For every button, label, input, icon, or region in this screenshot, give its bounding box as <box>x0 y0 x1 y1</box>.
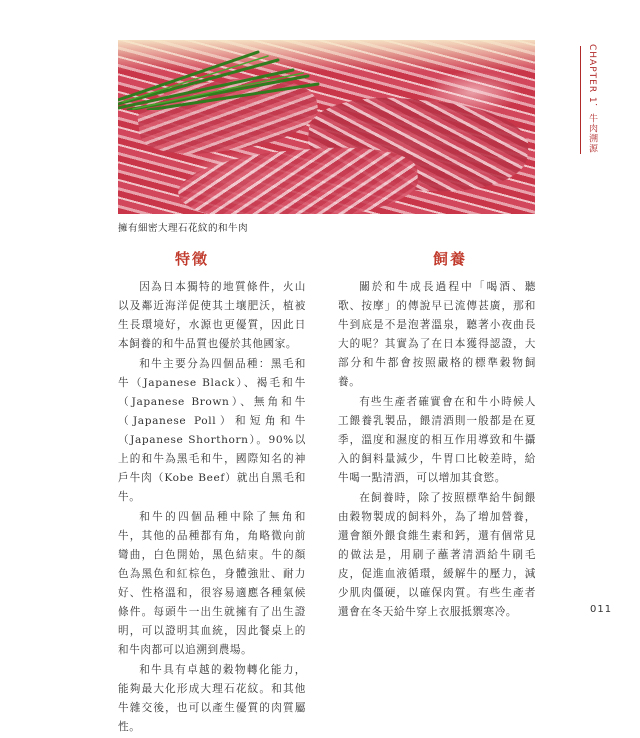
features-column <box>118 278 306 738</box>
page-number: 011 <box>590 604 613 615</box>
paragraph: 在飼養時，除了按照標準給牛飼餵由穀物製成的飼料外，為了增加營養，還會額外餵食維生素和鈣，還有個常見的做法是，用刷子蘸著清酒給牛刷毛皮，促進血液循環，緩解牛的壓力，減少肌肉僵硬，以確保肉質。有些生產者還會在冬天給牛穿上衣服抵禦寒冷。 <box>338 492 536 618</box>
wagyu-beef-photo <box>118 40 535 214</box>
feeding-column <box>338 278 536 623</box>
section-heading-features: 特徵 <box>175 250 210 268</box>
chapter-divider <box>580 46 581 154</box>
section-heading-feeding: 飼養 <box>433 250 468 268</box>
paragraph: 和牛主要分為四個品種：黑毛和牛（Japanese Black）、褐毛和牛（Japanese Brown）、無角和牛（Japanese Poll）和短角和牛（Japanese Shorthorn）。90%以上的和牛為黑毛和牛，國際知名的神戶牛肉（Kobe Beef）就出自黑毛和牛。 <box>118 358 306 503</box>
paragraph: 因為日本獨特的地質條件，火山以及鄰近海洋促使其土壤肥沃，植被生長環境好，水源也更優質，因此日本飼養的和牛品質也優於其他國家。 <box>118 281 306 350</box>
paragraph: 和牛的四個品種中除了無角和牛，其他的品種都有角，角略微向前彎曲，白色開始，黑色結束。牛的顏色為黑色和紅棕色，身體強壯、耐力好、性格溫和，很容易適應各種氣候條件。每頭牛一出生就擁有了出生證明，可以證明其血統，因此餐桌上的和牛肉都可以追溯到農場。 <box>118 511 306 656</box>
photo-caption: 擁有細密大理石花紋的和牛肉 <box>118 223 249 234</box>
chapter-side-tab: CHAPTER 1．牛肉溯源 <box>587 44 597 154</box>
green-leaf-garnish-icon <box>118 40 328 110</box>
paragraph: 關於和牛成長過程中「喝酒、聽歌、按摩」的傳說早已流傳甚廣，那和牛到底是不是泡著溫泉，聽著小夜曲長大的呢？其實為了在日本獲得認證，大部分和牛都會按照嚴格的標準穀物飼養。 <box>338 281 536 388</box>
paragraph: 有些生產者確實會在和牛小時候人工餵養乳製品，餵清酒則一般都是在夏季，溫度和濕度的相互作用導致和牛攝入的飼料量減少，牛胃口比較差時，給牛喝一點清酒，可以增加其食慾。 <box>338 396 536 484</box>
paragraph: 和牛具有卓越的穀物轉化能力，能夠最大化形成大理石花紋。和其他牛雜交後，也可以產生優質的肉質屬性。 <box>118 664 306 733</box>
